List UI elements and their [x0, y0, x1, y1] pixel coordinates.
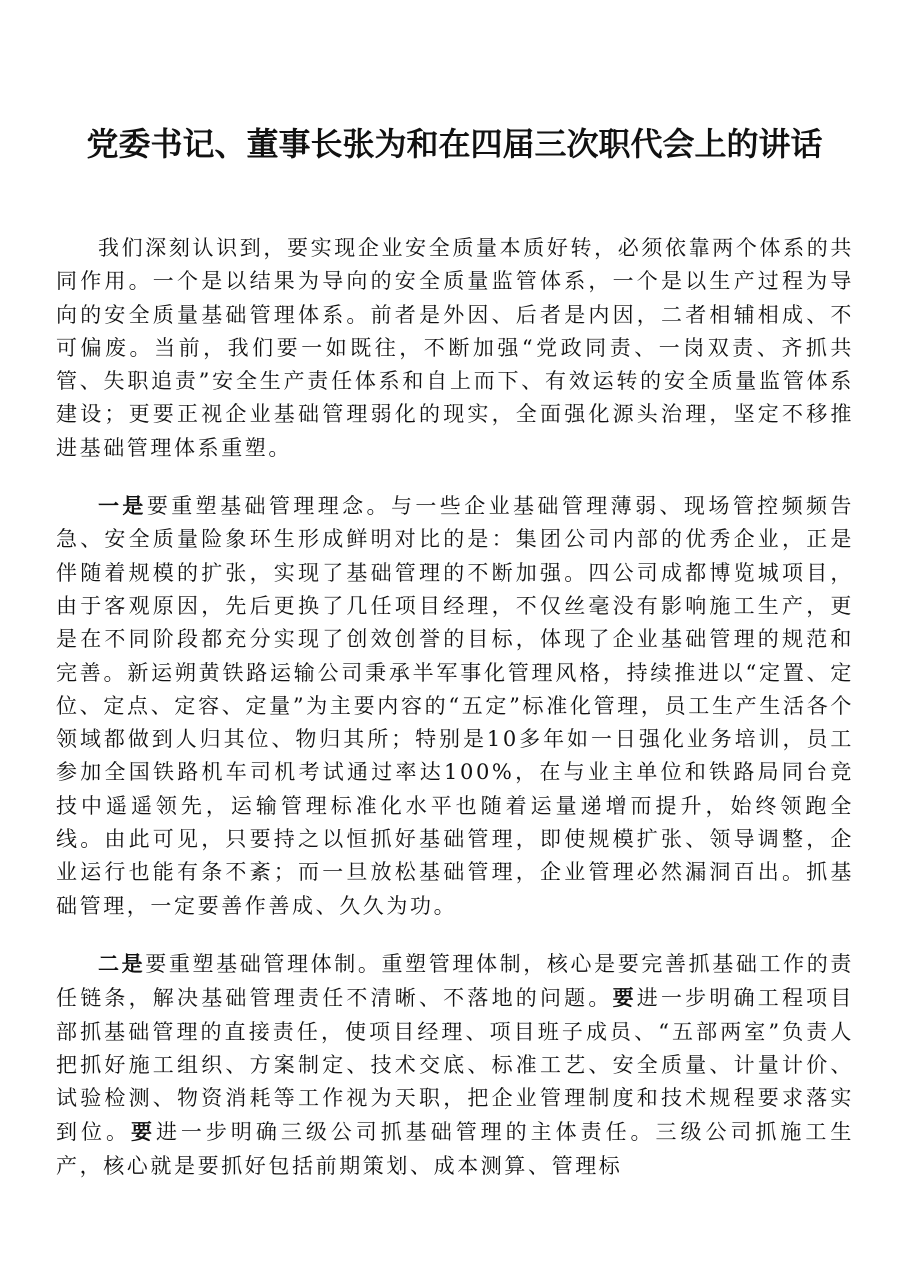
emphasis-keyword: 要 — [612, 985, 637, 1011]
paragraph-lead-keyword: 一是 — [98, 493, 147, 519]
paragraph-text: 要重塑基础管理理念。与一些企业基础管理薄弱、现场管控频频告急、安全质量险象环生形成鲜明对比的是：集团公司内部的优秀企业，正是伴随着规模的扩张，实现了基础管理的不断加强。四公司成都博览城项目，由于客观原因，先后更换了几任项目经理，不仅丝毫没有影响施工生产，更是在不同阶段都充分实现了创效创誉的目标，体现了企业基础管理的规范和完善。新运朔黄铁路运输公司秉承半军事化管理风格，持续推进以“定置、定位、定点、定容、定量”为主要内容的“五定”标准化管理，员工生产生活各个领域都做到人归其位、物归其所；特别是10多年如一日强化业务培训，员工参加全国铁路机车司机考试通过率达100%，在与业主单位和铁路局同台竞技中遥遥领先，运输管理标准化水平也随着运量递增而提升，始终领跑全线。由此可见，只要持之以恒抓好基础管理，即使规模扩张、领导调整，企业运行也能有条不紊；而一旦放松基础管理，企业管理必然漏洞百出。抓基础管理，一定要善作善成、久久为功。 — [56, 494, 854, 918]
paragraph-text: 进一步明确工程项目部抓基础管理的直接责任，使项目经理、项目班子成员、“五部两室”负责人把抓好施工组织、方案制定、技术交底、标准工艺、安全质量、计量计价、试验检测、物资消耗等工作视为天职，把企业管理制度和技术规程要求落实到位。 — [56, 986, 854, 1145]
paragraph-point-two — [56, 947, 854, 1183]
document-title: 党委书记、董事长张为和在四届三次职代会上的讲话 — [86, 125, 823, 164]
paragraph-text: 要重塑基础管理体制。重塑管理体制，核心是要完善抓基础工作的责任链条，解决基础管理责任不清晰、不落地的问题。 — [56, 951, 855, 1011]
paragraph-text: 我们深刻认识到，要实现企业安全质量本质好转，必须依靠两个体系的共同作用。一个是以结果为导向的安全质量监管体系，一个是以生产过程为导向的安全质量基础管理体系。前者是外因、后者是内因，二者相辅相成、不可偏废。当前，我们要一如既往，不断加强“党政同责、一岗双责、齐抓共管、失职追责”安全生产责任体系和自上而下、有效运转的安全质量监管体系建设；更要正视企业基础管理弱化的现实，全面强化源头治理，坚定不移推进基础管理体系重塑。 — [56, 236, 854, 460]
paragraph-point-one — [56, 489, 854, 923]
emphasis-keyword: 要 — [130, 1119, 156, 1145]
document-body — [56, 232, 854, 1207]
paragraph-intro — [56, 232, 854, 465]
paragraph-lead-keyword: 二是 — [98, 950, 146, 976]
paragraph-text: 进一步明确三级公司抓基础管理的主体责任。三级公司抓施工生产，核心就是要抓好包括前期策划、成本测算、管理标 — [56, 1120, 854, 1178]
